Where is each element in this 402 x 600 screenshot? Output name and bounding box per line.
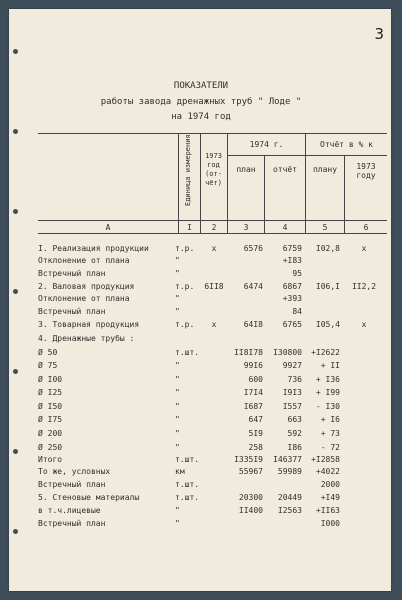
header-pct: Отчёт в % к [320, 140, 373, 149]
row-plan: II400 [238, 506, 263, 515]
row-pct-plan: +II63 [315, 506, 340, 515]
row-indicator: I. Реализация продукции [38, 244, 149, 253]
page-number: 3 [374, 25, 384, 43]
row-report: I86 [287, 443, 302, 452]
row-indicator: 2. Валовая продукция [38, 282, 135, 291]
row-plan: 647 [248, 415, 263, 424]
row-pct-1973: II2,2 [351, 282, 377, 291]
row-unit: " [175, 256, 180, 265]
row-pct-plan: - I30 [315, 402, 340, 411]
row-pct-plan: +I2858 [311, 455, 340, 464]
row-pct-1973: x [361, 320, 367, 329]
row-plan: I335I9 [234, 455, 263, 464]
row-plan: 99I6 [243, 361, 263, 370]
row-1973: 6II8 [204, 282, 224, 291]
header-divider [227, 155, 387, 156]
header-report: отчёт [272, 165, 298, 174]
row-report: I46377 [273, 455, 302, 464]
row-unit: " [175, 294, 180, 303]
row-pct-plan: I02,8 [315, 244, 340, 253]
col-number: 4 [282, 223, 288, 232]
binding-hole [13, 209, 18, 214]
row-report: 6759 [282, 244, 302, 253]
col-divider [178, 133, 179, 233]
row-report: 736 [287, 375, 302, 384]
binding-hole [13, 369, 18, 374]
colnum-bottom-line [38, 233, 387, 234]
row-pct-plan: + I6 [320, 415, 340, 424]
row-report: +I83 [282, 256, 302, 265]
row-report: +393 [282, 294, 302, 303]
row-unit: " [175, 402, 180, 411]
row-plan: 20300 [238, 493, 263, 502]
row-unit: т.р. [175, 244, 195, 253]
row-plan: 6474 [243, 282, 263, 291]
table-border-top [38, 133, 387, 134]
row-indicator: Итого [38, 455, 63, 464]
row-indicator: Встречный план [38, 519, 106, 528]
row-indicator: Ø 250 [38, 443, 63, 452]
document-subtitle: работы завода дренажных труб " Лоде " [100, 97, 302, 107]
header-1974: 1974 г. [249, 140, 284, 149]
row-pct-plan: + II [320, 361, 340, 370]
row-report: I30800 [273, 348, 302, 357]
row-plan: I687 [243, 402, 263, 411]
row-unit: " [175, 415, 180, 424]
row-unit: " [175, 429, 180, 438]
document-subtitle-year: на 1974 год [171, 112, 231, 122]
row-report: 59989 [277, 467, 302, 476]
row-pct-1973: x [361, 244, 367, 253]
row-pct-plan: +I49 [320, 493, 340, 502]
row-unit: т.шт. [175, 455, 200, 464]
row-indicator: То же, условных [38, 467, 111, 476]
row-1973: x [211, 244, 217, 253]
col-number: 3 [243, 223, 249, 232]
row-pct-plan: - 72 [320, 443, 340, 452]
row-indicator: Ø 50 [38, 348, 58, 357]
row-report: 20449 [277, 493, 302, 502]
row-unit: " [175, 361, 180, 370]
row-report: 84 [292, 307, 302, 316]
row-unit: " [175, 269, 180, 278]
row-plan: 258 [248, 443, 263, 452]
col-number: I [187, 223, 192, 232]
row-plan: 6576 [243, 244, 263, 253]
row-pct-plan: + I36 [315, 375, 340, 384]
binding-hole [13, 49, 18, 54]
row-indicator: Отклонение от плана [38, 256, 130, 265]
row-unit: т.шт. [175, 348, 200, 357]
row-indicator: 4. Дренажные трубы : [38, 334, 135, 343]
row-unit: т.шт. [175, 493, 200, 502]
row-unit: " [175, 443, 180, 452]
row-unit: т.шт. [175, 480, 200, 489]
row-indicator: Встречный план [38, 269, 106, 278]
document-title: ПОКАЗАТЕЛИ [173, 81, 229, 91]
binding-hole [13, 129, 18, 134]
row-report: 95 [292, 269, 302, 278]
row-indicator: Отклонение от плана [38, 294, 130, 303]
header-pct-1973: 1973 году [356, 162, 376, 180]
row-indicator: 5. Стеновые материалы [38, 493, 140, 502]
row-pct-plan: I000 [320, 519, 340, 528]
row-unit: " [175, 506, 180, 515]
row-report: I9I3 [282, 388, 302, 397]
header-1973: 1973 год (от-чёт) [205, 152, 222, 187]
row-pct-plan: I05,4 [315, 320, 340, 329]
row-indicator: Ø I50 [38, 402, 63, 411]
row-unit: " [175, 307, 180, 316]
row-unit: т.р. [175, 282, 195, 291]
row-pct-plan: + 73 [320, 429, 340, 438]
row-plan: I7I4 [243, 388, 263, 397]
row-indicator: 3. Товарная продукция [38, 320, 140, 329]
row-report: I2563 [277, 506, 302, 515]
col-number: А [105, 223, 111, 232]
row-plan: II8I78 [234, 348, 263, 357]
row-unit: " [175, 375, 180, 384]
row-1973: x [211, 320, 217, 329]
header-unit: Единица измерения [184, 134, 192, 206]
row-indicator: Ø I75 [38, 415, 63, 424]
row-plan: 600 [248, 375, 263, 384]
row-report: 6867 [282, 282, 302, 291]
row-report: I557 [282, 402, 302, 411]
col-number: 2 [211, 223, 217, 232]
header-pct-plan: плану [312, 165, 338, 174]
row-unit: " [175, 519, 180, 528]
row-indicator: в т.ч.лицевые [38, 506, 101, 515]
row-pct-plan: I06,I [315, 282, 340, 291]
row-indicator: Ø 75 [38, 361, 58, 370]
row-pct-plan: + I99 [315, 388, 340, 397]
row-report: 9927 [282, 361, 302, 370]
row-indicator: Встречный план [38, 480, 106, 489]
header-plan: план [236, 165, 256, 174]
binding-hole [13, 449, 18, 454]
row-report: 663 [287, 415, 302, 424]
row-indicator: Ø I25 [38, 388, 63, 397]
row-unit: т.р. [175, 320, 195, 329]
col-number: 6 [363, 223, 369, 232]
row-indicator: Ø I00 [38, 375, 63, 384]
row-indicator: Ø 200 [38, 429, 63, 438]
row-plan: 64I8 [243, 320, 263, 329]
col-number: 5 [322, 223, 328, 232]
row-report: 592 [287, 429, 302, 438]
row-pct-plan: 2000 [320, 480, 340, 489]
binding-hole [13, 529, 18, 534]
binding-hole [13, 289, 18, 294]
header-bottom-line [38, 220, 387, 221]
row-pct-plan: +4022 [315, 467, 340, 476]
row-unit: км [175, 467, 185, 476]
row-plan: 5I9 [248, 429, 263, 438]
row-unit: " [175, 388, 180, 397]
row-pct-plan: +I2622 [311, 348, 340, 357]
row-report: 6765 [282, 320, 302, 329]
row-indicator: Встречный план [38, 307, 106, 316]
row-plan: 55967 [238, 467, 263, 476]
